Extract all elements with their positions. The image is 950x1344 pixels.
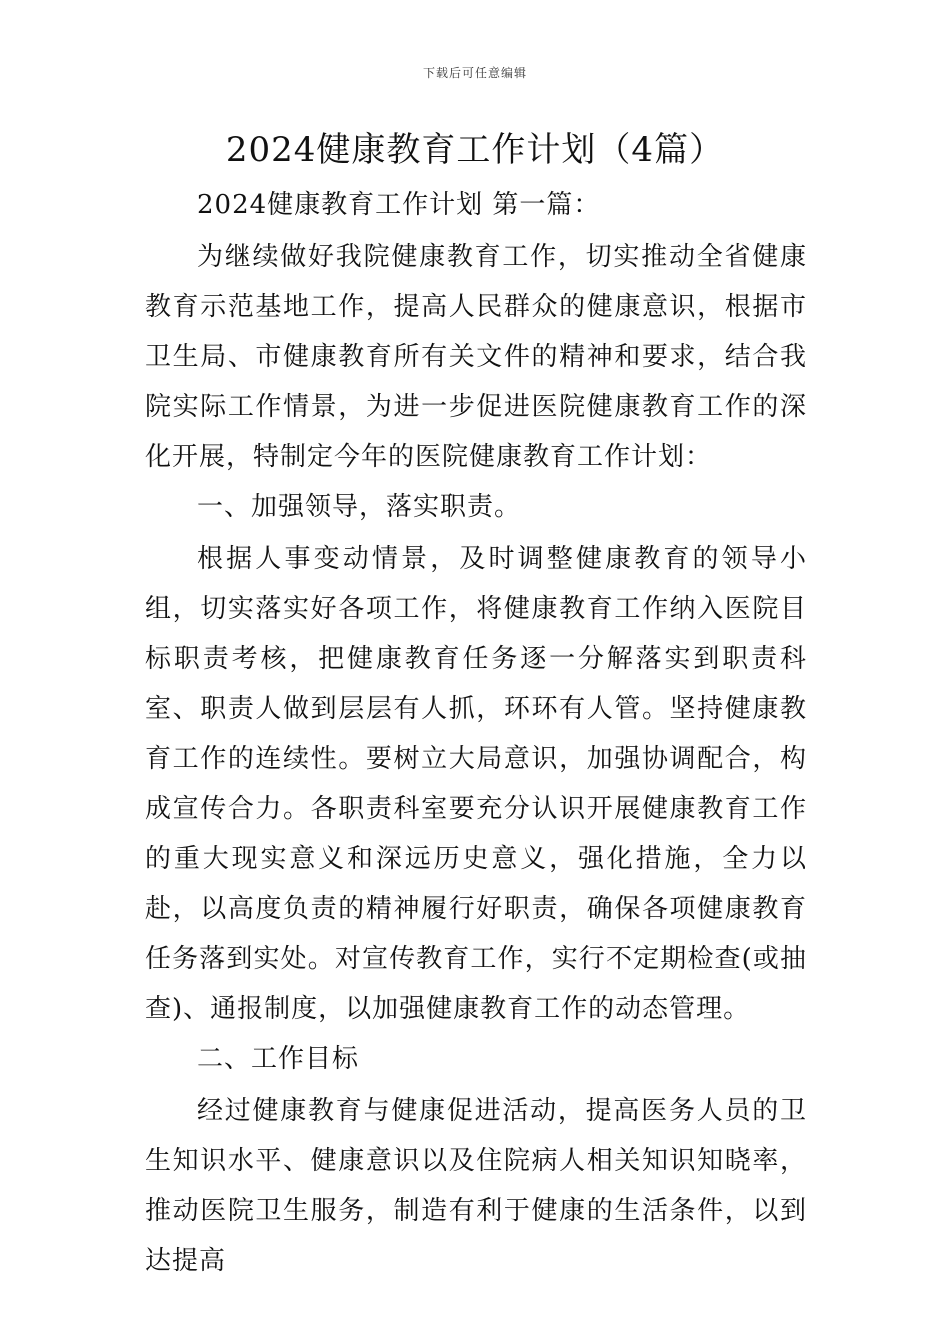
document-title: 2024健康教育工作计划（4篇） [225, 130, 725, 170]
section-intro-line: 2024健康教育工作计划 第一篇： [197, 190, 601, 220]
section-heading-1: 一、加强领导，落实职责。 [197, 492, 522, 522]
document-body [145, 180, 807, 1286]
header-note: 下载后可任意编辑 [422, 66, 527, 80]
paragraph-section-2: 经过健康教育与健康促进活动，提高医务人员的卫生知识水平、健康意识以及住院病人相关知识知晓率，推动医院卫生服务，制造有利于健康的生活条件，以到达提高 [145, 1096, 807, 1276]
paragraph-intro: 为继续做好我院健康教育工作，切实推动全省健康教育示范基地工作，提高人民群众的健康意识，根据市卫生局、市健康教育所有关文件的精神和要求，结合我院实际工作情景，为进一步促进医院健康教育工作的深化开展，特制定今年的医院健康教育工作计划： [145, 242, 807, 472]
paragraph-section-1: 根据人事变动情景，及时调整健康教育的领导小组，切实落实好各项工作，将健康教育工作纳入医院目标职责考核，把健康教育任务逐一分解落实到职责科室、职责人做到层层有人抓，环环有人管。坚持健康教育工作的连续性。要树立大局意识，加强协调配合，构成宣传合力。各职责科室要充分认识开展健康教育工作的重大现实意义和深远历史意义，强化措施，全力以赴，以高度负责的精神履行好职责，确保各项健康教育任务落到实处。对宣传教育工作，实行不定期检查(或抽查)、通报制度，以加强健康教育工作的动态管理。 [145, 544, 807, 1024]
section-heading-2: 二、工作目标 [197, 1044, 360, 1074]
